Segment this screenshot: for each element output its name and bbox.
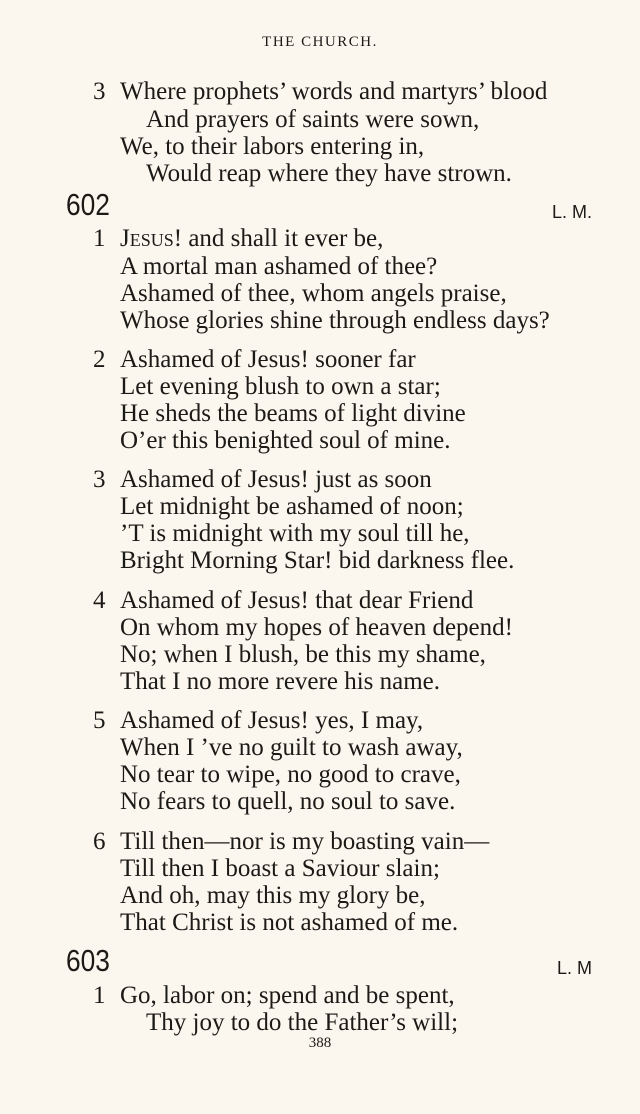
verse-line: Ashamed of Jesus! sooner far bbox=[120, 346, 416, 373]
meter: L. M. bbox=[551, 202, 592, 222]
verse-line: Whose glories shine through endless days? bbox=[120, 307, 550, 334]
verse-line: Would reap where they have strown. bbox=[146, 160, 512, 187]
page-number: 388 bbox=[308, 1035, 332, 1051]
verse-line bbox=[120, 225, 383, 253]
verse-line: Go, labor on; spend and be spent, bbox=[120, 982, 455, 1009]
verse-number: 3 bbox=[93, 466, 106, 493]
verse-line: On whom my hopes of heaven depend! bbox=[120, 614, 513, 641]
verse-line: No fears to quell, no soul to save. bbox=[120, 788, 456, 815]
verse-number: 1 bbox=[93, 225, 106, 252]
verse-number: 4 bbox=[93, 587, 106, 614]
meter: L. M bbox=[556, 958, 592, 978]
verse-number: 3 bbox=[93, 78, 106, 105]
verse-line: No tear to wipe, no good to crave, bbox=[120, 761, 461, 788]
verse-line: Let evening blush to own a star; bbox=[120, 373, 441, 400]
verse-number: 5 bbox=[93, 707, 106, 734]
running-head: THE CHURCH. bbox=[262, 34, 378, 50]
verse-line: That I no more revere his name. bbox=[120, 668, 441, 695]
verse-number: 1 bbox=[93, 982, 106, 1009]
hymn-number: 603 bbox=[66, 943, 110, 978]
verse-line: Ashamed of Jesus! just as soon bbox=[120, 466, 432, 493]
first-line-rest: ! and shall it ever be, bbox=[173, 225, 384, 252]
verse-line: O’er this benighted soul of mine. bbox=[120, 427, 451, 454]
verse-line: Thy joy to do the Father’s will; bbox=[146, 1009, 459, 1036]
verse-line: Where prophets’ words and martyrs’ blood bbox=[120, 78, 548, 105]
verse-line: Till then I boast a Saviour slain; bbox=[120, 855, 440, 882]
verse-line: Bright Morning Star! bid darkness flee. bbox=[120, 547, 515, 574]
first-word: Jesus bbox=[120, 225, 174, 252]
verse-line: Ashamed of thee, whom angels praise, bbox=[120, 280, 507, 307]
verse-line: Ashamed of Jesus! that dear Friend bbox=[120, 587, 474, 614]
verse-line: And oh, may this my glory be, bbox=[120, 882, 426, 909]
verse-line: No; when I blush, be this my shame, bbox=[120, 641, 486, 668]
verse-line: ’T is midnight with my soul till he, bbox=[120, 520, 470, 547]
verse-line: When I ’ve no guilt to wash away, bbox=[120, 734, 463, 761]
verse-line: Till then—nor is my boasting vain— bbox=[120, 828, 490, 855]
verse-line: And prayers of saints were sown, bbox=[146, 106, 480, 133]
verse-number: 2 bbox=[93, 346, 106, 373]
verse-number: 6 bbox=[93, 828, 106, 855]
hymn-number: 602 bbox=[66, 187, 110, 222]
verse-line: He sheds the beams of light divine bbox=[120, 400, 466, 427]
verse-line: A mortal man ashamed of thee? bbox=[120, 253, 438, 280]
verse-line: Let midnight be ashamed of noon; bbox=[120, 493, 464, 520]
verse-line: We, to their labors entering in, bbox=[120, 133, 425, 160]
verse-line: Ashamed of Jesus! yes, I may, bbox=[120, 707, 424, 734]
verse-line: That Christ is not ashamed of me. bbox=[120, 909, 459, 936]
